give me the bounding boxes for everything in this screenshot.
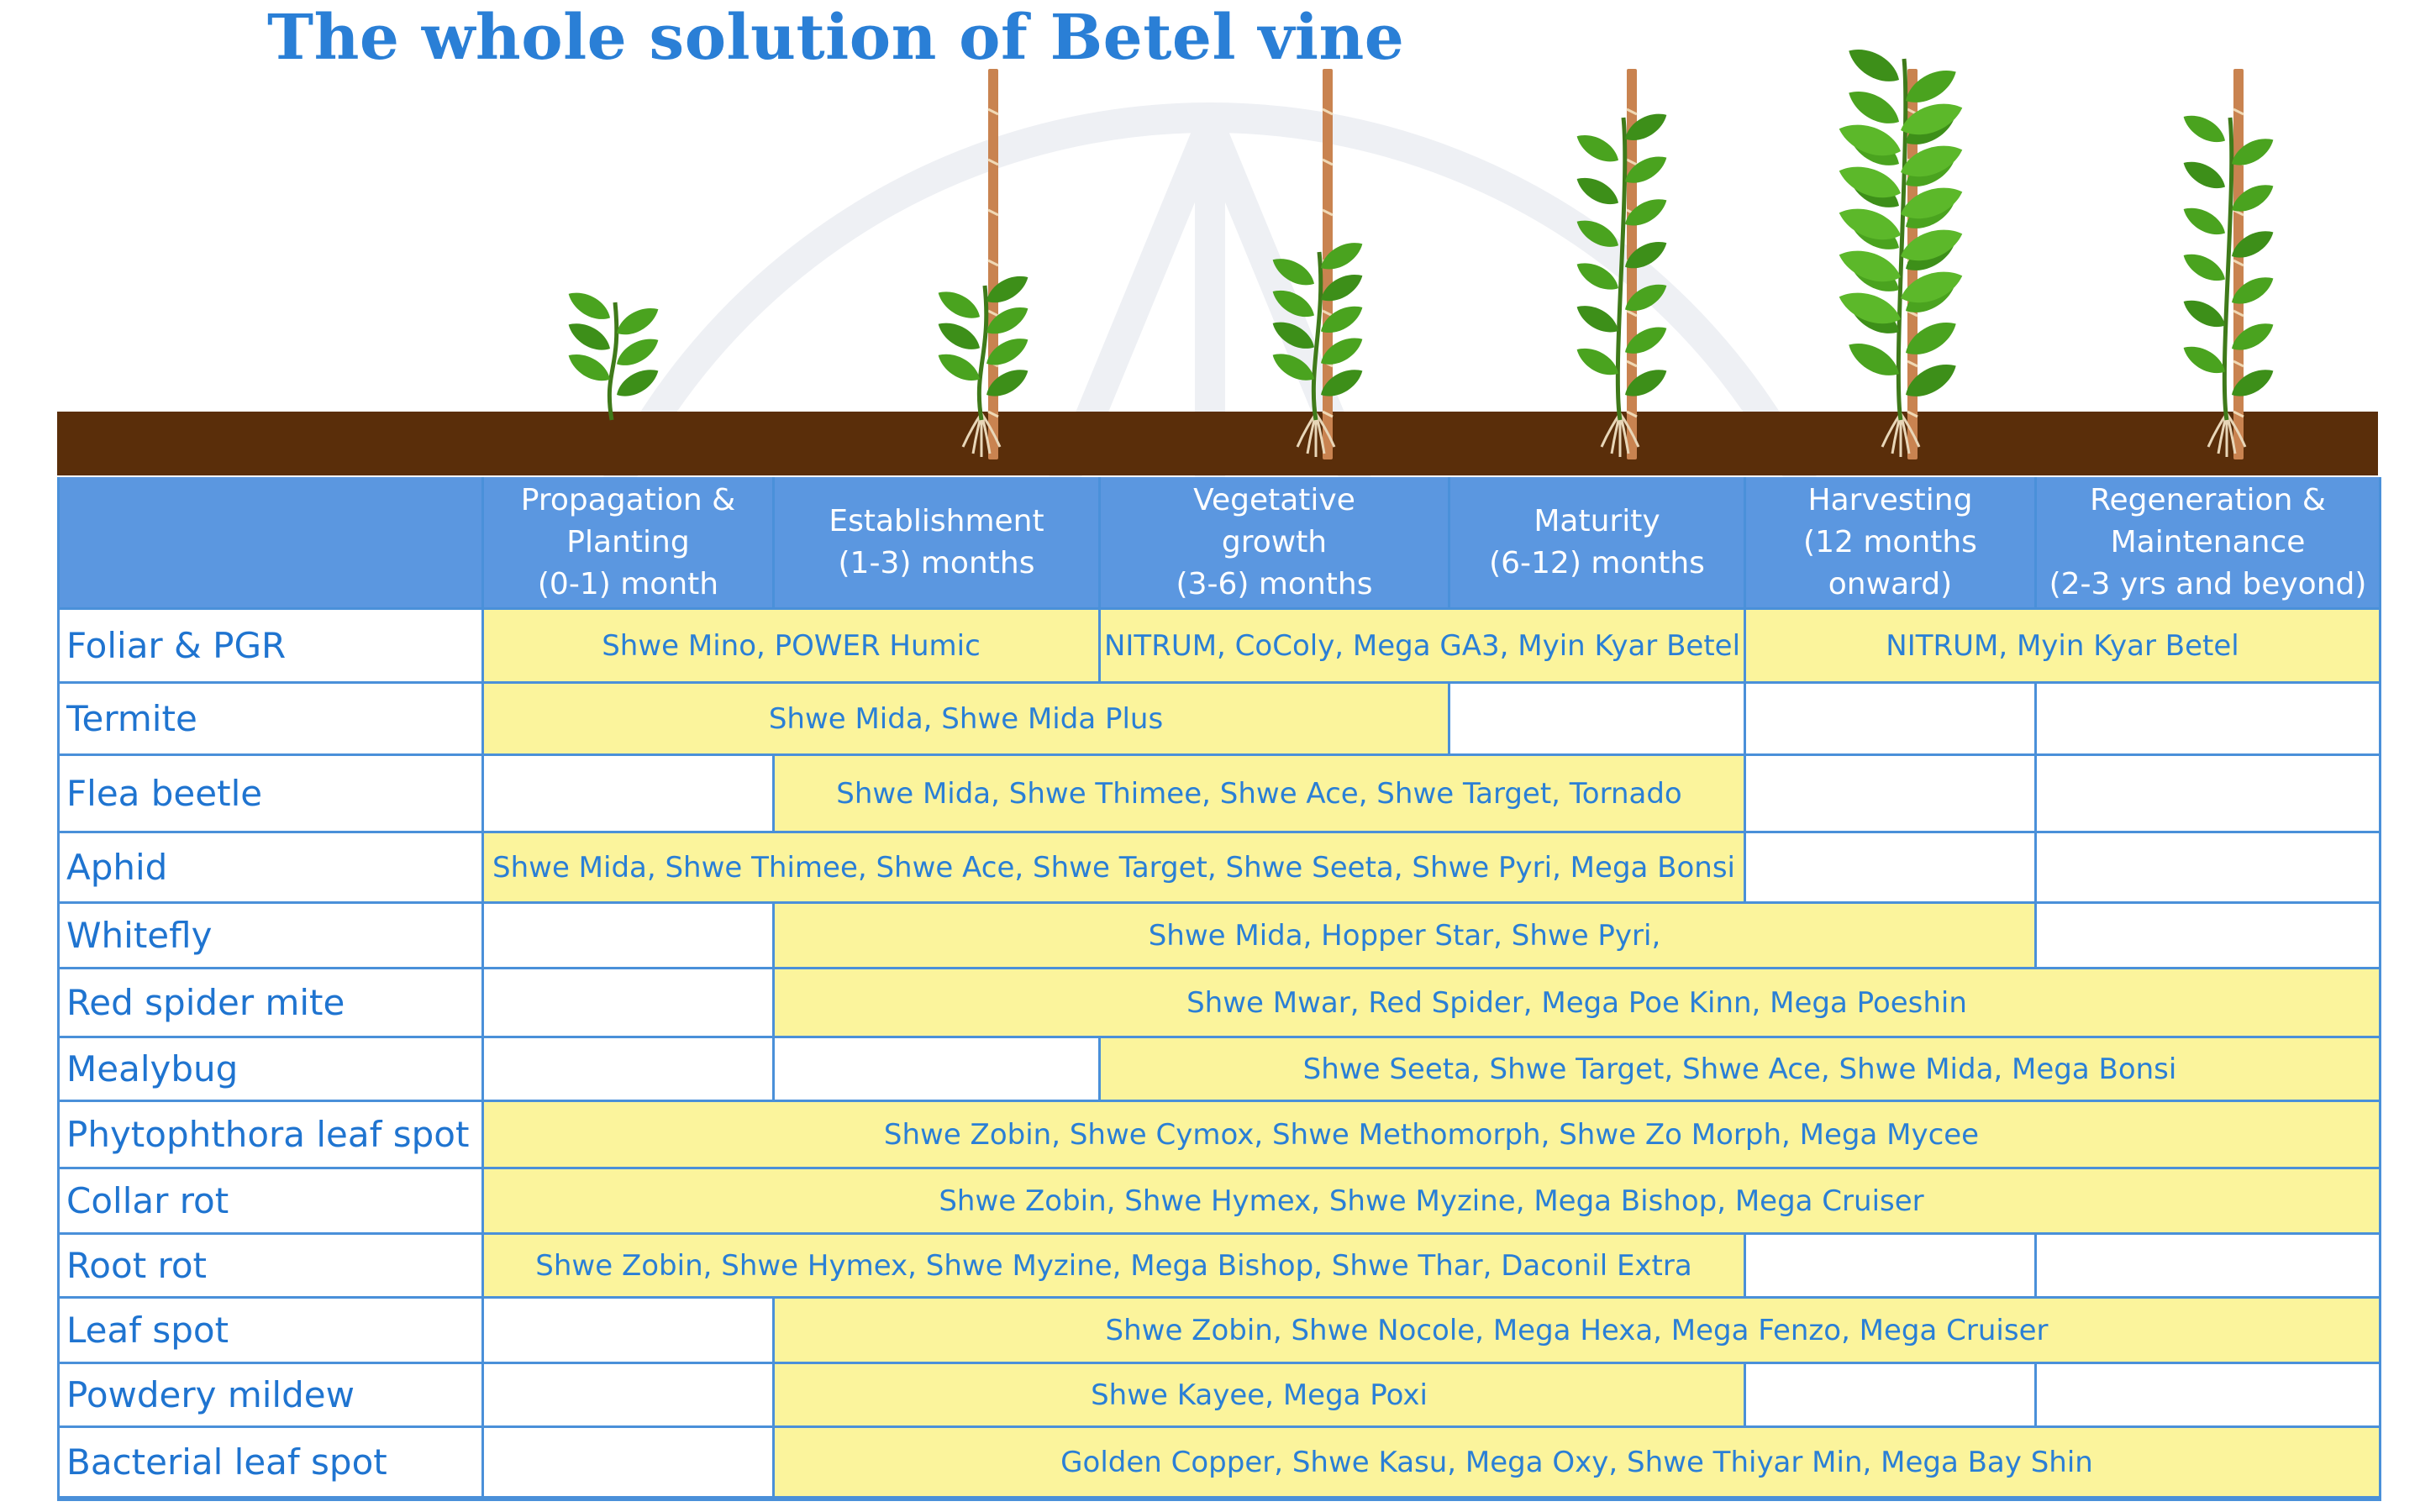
empty-cell [2037,904,2381,969]
product-span: Shwe Zobin, Shwe Hymex, Shwe Myzine, Mega Bishop, Mega Cruiser [484,1169,2381,1235]
empty-cell [1746,756,2037,833]
product-span: Shwe Mida, Shwe Thimee, Shwe Ace, Shwe Target, Tornado [775,756,1746,833]
row-label: Flea beetle [57,756,484,833]
plant-5 [1834,41,1966,459]
product-span: NITRUM, CoColy, Mega GA3, Myin Kyar Betel [1101,610,1746,684]
row-label: Powdery mildew [57,1364,484,1428]
row-label: Aphid [57,833,484,904]
stage-header-1: Propagation & Planting (0-1) month [484,477,775,610]
stage-header-3: Vegetative growth (3-6) months [1101,477,1450,610]
product-span: Golden Copper, Shwe Kasu, Mega Oxy, Shwe Thiyar Min, Mega Bay Shin [775,1428,2381,1499]
row-label: Mealybug [57,1038,484,1102]
plant-4 [1572,69,1671,459]
header-corner [57,477,484,610]
plant-3 [1268,69,1367,459]
stage-header-4: Maturity (6-12) months [1450,477,1746,610]
soil-strip [57,412,2378,475]
empty-cell [484,904,775,969]
product-span: Shwe Seeta, Shwe Target, Shwe Ace, Shwe Mida, Mega Bonsi [1101,1038,2381,1102]
product-span: Shwe Zobin, Shwe Hymex, Shwe Myzine, Mega Bishop, Shwe Thar, Daconil Extra [484,1235,1746,1299]
row-label: Collar rot [57,1169,484,1235]
stage-header-6: Regeneration & Maintenance (2-3 yrs and beyond) [2037,477,2381,610]
stage-header-2: Establishment (1-3) months [775,477,1101,610]
empty-cell [2037,1364,2381,1428]
empty-cell [2037,833,2381,904]
plant-2 [934,69,1033,459]
empty-cell [484,756,775,833]
row-label: Whitefly [57,904,484,969]
empty-cell [2037,756,2381,833]
product-span: Shwe Mida, Shwe Thimee, Shwe Ace, Shwe Target, Shwe Seeta, Shwe Pyri, Mega Bonsi [484,833,1746,904]
empty-cell [484,1428,775,1499]
empty-cell [1746,833,2037,904]
row-label: Red spider mite [57,969,484,1038]
product-span: Shwe Mida, Shwe Mida Plus [484,684,1450,756]
row-label: Root rot [57,1235,484,1299]
empty-cell [484,1299,775,1364]
empty-cell [2037,1235,2381,1299]
empty-cell [484,1364,775,1428]
empty-cell [1746,684,2037,756]
row-label: Leaf spot [57,1299,484,1364]
empty-cell [1746,1235,2037,1299]
empty-cell [484,969,775,1038]
product-span: Shwe Mino, POWER Humic [484,610,1101,684]
row-label: Termite [57,684,484,756]
empty-cell [2037,684,2381,756]
empty-cell [775,1038,1101,1102]
empty-cell [1746,1364,2037,1428]
solution-table [57,477,2381,1501]
product-span: Shwe Kayee, Mega Poxi [775,1364,1746,1428]
stage-header-5: Harvesting (12 months onward) [1746,477,2037,610]
plant-1 [564,286,663,420]
row-label: Bacterial leaf spot [57,1428,484,1499]
product-span: Shwe Mida, Hopper Star, Shwe Pyri, [775,904,2037,969]
product-span: NITRUM, Myin Kyar Betel [1746,610,2381,684]
product-span: Shwe Zobin, Shwe Nocole, Mega Hexa, Mega Fenzo, Mega Cruiser [775,1299,2381,1364]
empty-cell [1450,684,1746,756]
row-label: Phytophthora leaf spot [57,1102,484,1169]
product-span: Shwe Zobin, Shwe Cymox, Shwe Methomorph, Shwe Zo Morph, Mega Mycee [484,1102,2381,1169]
product-span: Shwe Mwar, Red Spider, Mega Poe Kinn, Mega Poeshin [775,969,2381,1038]
empty-cell [484,1038,775,1102]
row-label: Foliar & PGR [57,610,484,684]
plant-6 [2179,69,2278,459]
page-title: The whole solution of Betel vine [267,2,1405,74]
